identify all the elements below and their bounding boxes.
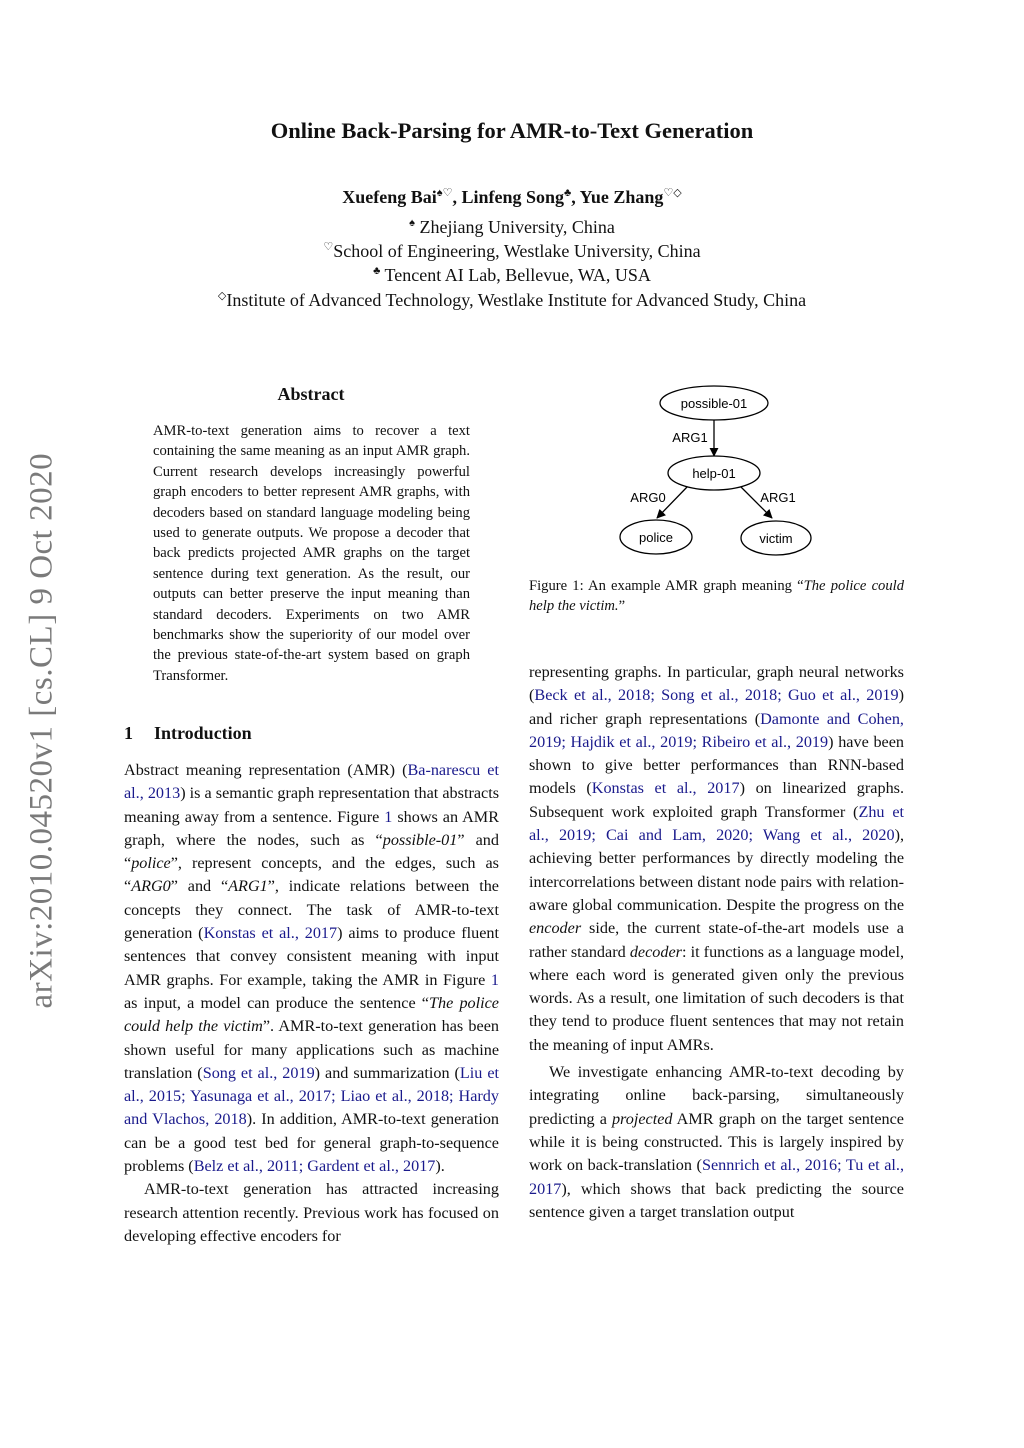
author-marks: ♠♡	[436, 187, 453, 199]
paper-title: Online Back-Parsing for AMR-to-Text Generation	[270, 118, 754, 143]
paragraph: AMR-to-text generation has attracted increasing research attention recently. Previous work has focused on developing effective encoders for	[124, 1180, 499, 1245]
abstract-heading: Abstract	[277, 384, 345, 404]
node-label: help-01	[692, 466, 736, 481]
affiliation-mark: ♠	[409, 217, 416, 229]
affiliation-mark: ♡	[323, 241, 334, 253]
citation-link[interactable]: Sennrich et al., 2016; Tu et al., 2017	[529, 1156, 905, 1198]
node-label: police	[639, 530, 673, 545]
citation-link[interactable]: Zhu et al., 2019; Cai and Lam, 2020; Wang et al., 2020	[529, 802, 904, 845]
edge-label: ARG1	[672, 430, 708, 445]
citation-link[interactable]: Liu et al., 2015; Yasunaga et al., 2017; Liao et al., 2018; Hardy and Vlachos, 2018	[124, 1063, 500, 1129]
amr-graph-figure	[600, 380, 840, 560]
citation-link[interactable]: Ba-narescu et al., 2013	[124, 761, 499, 803]
affiliation-mark: ♣	[373, 265, 381, 277]
affiliation-mark: ◇	[217, 290, 227, 302]
author-list: Xuefeng Bai♠♡, Linfeng Song♣, Yue Zhang♡◇	[342, 187, 682, 207]
citation-link[interactable]: Konstas et al., 2017	[591, 779, 740, 798]
figure-link[interactable]: 1	[384, 807, 393, 826]
left-column	[124, 759, 499, 1248]
affiliation-text: School of Engineering, Westlake University, China	[333, 241, 701, 261]
edge-label: ARG0	[630, 490, 666, 505]
citation-link[interactable]: Beck et al., 2018; Song et al., 2018; Guo et al., 2019	[534, 686, 899, 705]
arxiv-stamp: arXiv:2010.04520v1 [cs.CL] 9 Oct 2020	[23, 452, 60, 1009]
citation-link[interactable]: Belz et al., 2011; Gardent et al., 2017	[193, 1157, 436, 1176]
section-heading	[124, 723, 252, 744]
paragraph: We investigate enhancing AMR-to-text decoding by integrating online back-parsing, simultaneously predicting a projected AMR graph on the target sentence while it is being constructed. This is largely inspired by work on back-translation (Sennrich et al., 2016; Tu et al., 2017), which shows that back predicting the source sentence given a target translation output	[529, 1063, 905, 1221]
paragraph: Abstract meaning representation (AMR) (Ba-narescu et al., 2013) is a semantic graph representation that abstracts meaning away from a sentence. Figure 1 shows an AMR graph, where the nodes, such as “possible-01” and “police”, represent concepts, and the edges, such as “ARG0” and “ARG1”, indicate relations between the concepts they connect. The task of AMR-to-text generation (Konstas et al., 2017) aims to produce fluent sentences that convey consistent meaning with input AMR graphs. For example, taking the AMR in Figure 1 as input, a model can produce the sentence “The police could help the victim”. AMR-to-text generation has been shown useful for many applications such as machine translation (Song et al., 2019) and summarization (Liu et al., 2015; Yasunaga et al., 2017; Liao et al., 2018; Hardy and Vlachos, 2018). In addition, AMR-to-text generation can be a good test bed for general graph-to-sequence problems (Belz et al., 2011; Gardent et al., 2017).	[124, 761, 500, 1176]
citation-link[interactable]: Damonte and Cohen, 2019; Hajdik et al., 2019; Ribeiro et al., 2019	[529, 709, 904, 751]
paragraph: representing graphs. In particular, graph neural networks (Beck et al., 2018; Song et al., 2018; Guo et al., 2019) and richer graph representations (Damonte and Cohen, 2019; Hajdik et al., 2019; Ribeiro et al., 2019) have been shown to give better performances than RNN-based models (Konstas et al., 2017) on linearized graphs. Subsequent work exploited graph Transformer (Zhu et al., 2019; Cai and Lam, 2020; Wang et al., 2020), achieving better performances by directly modeling the intercorrelations between distant node pairs with relation-aware global communication. Despite the progress on the encoder side, the current state-of-the-art models use a rather standard decoder: it functions as a language model, where each word is generated given only the previous words. As a result, one limitation of such decoders is that they tend to produce fluent sentences that may not retain the meaning of input AMRs.	[529, 663, 905, 1054]
citation-link[interactable]: Song et al., 2019	[202, 1063, 315, 1082]
section-title: Introduction	[154, 723, 252, 743]
figure-caption: Figure 1: An example AMR graph meaning “The police could help the victim.”	[529, 578, 904, 615]
affiliation-text: Tencent AI Lab, Bellevue, WA, USA	[380, 265, 651, 285]
right-column	[529, 661, 904, 1224]
figure-link[interactable]: 1	[490, 970, 499, 989]
edge-label: ARG1	[760, 490, 796, 505]
citation-link[interactable]: Konstas et al., 2017	[203, 924, 338, 943]
abstract-body: AMR-to-text generation aims to recover a text containing the same meaning as an input AMR graph. Current research develops increasingly powerful graph encoders to better represent AMR graphs, with decoders based on standard language modeling being used to generate outputs. We propose a decoder that back predicts projected AMR graphs on the target sentence during text generation. As the result, our outputs can better preserve the input meaning than standard decoders. Experiments on two AMR benchmarks show the superiority of our model over the previous state-of-the-art system based on graph Transformer.	[153, 423, 470, 684]
affiliation-text: Institute of Advanced Technology, Westlake Institute for Advanced Study, China	[226, 290, 807, 310]
author-marks: ♣	[564, 187, 572, 199]
node-label: possible-01	[680, 396, 748, 411]
affiliation	[0, 259, 1024, 287]
author-name: Linfeng Song	[461, 187, 564, 207]
affiliation	[0, 284, 1024, 312]
affiliation-text: Zhejiang University, China	[415, 217, 615, 237]
node-label: victim	[759, 531, 793, 546]
author-marks: ♡◇	[663, 187, 682, 199]
author-name: Yue Zhang	[579, 187, 664, 207]
author-name: Xuefeng Bai	[342, 187, 437, 207]
section-number: 1	[124, 723, 133, 743]
